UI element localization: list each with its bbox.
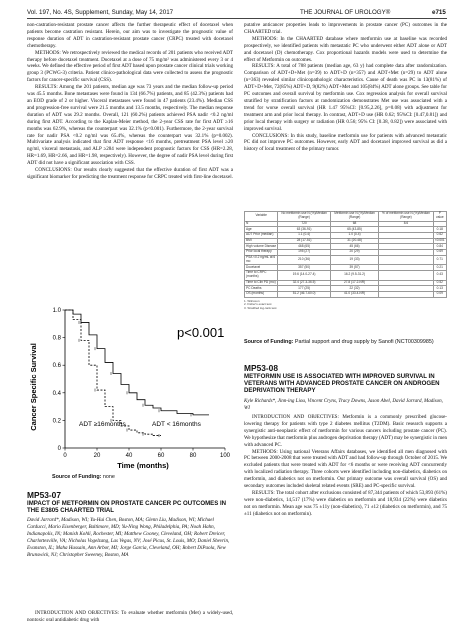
table-row xyxy=(245,291,447,297)
table-cell: 8.6 xyxy=(379,221,433,227)
table-cell: 0.21 xyxy=(433,265,446,271)
metformin-outcomes-table xyxy=(244,211,447,327)
x-tick-label: 40 xyxy=(125,453,133,459)
table-row xyxy=(245,255,447,265)
column-header: Variable xyxy=(245,212,278,222)
table-cell: 65 (43-85) xyxy=(330,227,378,233)
column-header: Metformin use N (%)/Median (Range) xyxy=(330,212,378,222)
table-cell: 16.2 (9.5-31.2) xyxy=(330,271,378,281)
table-cell: Time to Clin PD (mo) xyxy=(245,280,278,286)
table-cell: Age xyxy=(245,227,278,233)
left-column-text xyxy=(27,22,233,181)
table-cell: 0.43 xyxy=(433,271,446,281)
table-cell: Docetaxel xyxy=(245,265,278,271)
table-cell: ADT Prior (median) xyxy=(245,232,278,238)
paragraph: CONCLUSIONS: In this study, baseline metformin use for patients with advanced metastatic PC did not improve PC outcomes. However, early ADT and docetaxel improved survival as did a history of local treatment of the primary tumor. xyxy=(244,132,447,153)
legend-adt-lt16: ADT < 16months xyxy=(152,421,201,428)
table-cell: 41.0 (33.4-NR) xyxy=(330,291,378,297)
table-cell: BMI xyxy=(245,238,278,244)
y-tick-label: 1.0 xyxy=(52,308,61,314)
page-number: e715 xyxy=(432,9,446,16)
paragraph: putative anticancer properties leads to improvements in prostate cancer (PC) outcomes in the CHAARTED trial. xyxy=(244,22,447,35)
legend-adt-ge16: ADT ≥16months xyxy=(79,421,126,428)
table-cell: 0.13 xyxy=(433,286,446,292)
table-cell: 39 (57) xyxy=(330,265,378,271)
source-label: Source of Funding: xyxy=(244,339,294,345)
x-tick-label: 20 xyxy=(93,453,101,459)
table-cell: 0.69 xyxy=(433,250,446,256)
table-cell: 0.18 xyxy=(433,227,446,233)
p-value-annotation: p<0.001 xyxy=(177,325,225,340)
source-label: Source of Funding: xyxy=(52,474,102,480)
y-tick-label: 0 xyxy=(57,446,61,452)
table-cell: 19.6 (14.0-27.4) xyxy=(278,271,330,281)
paragraph: METHODS: Using national Veterans Affairs databases, we identified all men diagnosed with PC between 2000-2008 that were treated with ADT and had follow-up through October of 2015. We excluded patients that were treated with ADT for <6 months or were receiving ADT concurrently with localized radiation therapy. Three cohorts were identified including non-diabetics, diabetics on metformin, and diabetics not on metformin. Our primary outcome was overall survival (OS) and secondary outcomes included skeletal related events (SRE) and PC-specific survival. xyxy=(244,448,447,490)
footnote: 1. Wilcoxon xyxy=(244,298,260,303)
table-cell: 27.8 (17.2-NR) xyxy=(330,280,378,286)
x-tick-label: 60 xyxy=(157,453,165,459)
header-rule xyxy=(27,18,447,19)
paragraph: RESULTS: Among the 201 patients, median age was 73 years and the median follow-up period was 45.5 months. Bone metastases were found in 134 (66.7%) patients, and 85 (42.3%) patients had an EOD grade of 2 or higher. Visceral metastases were found in 47 patients (23.4%). Median CSS and progression-free survival were 21.5 months and 13.5 months, respectively. The median response duration of ADT was 29.2 months. Overall, 121 (60.2%) patients achieved PSA nadir <0.2 ng/ml during first ADT. According to the Kaplan-Meier method, the 2-year CSS rate for first ADT ≥16 months was 62.9%, whereas the counterpart was 32.1% (p<0.001). Furthermore, the 2-year survival rate for nadir PSA <0.2 ng/ml was 65.4%, whereas the counterpart was 32.1% (p=0.002). Multivariate analysis indicated that first ADT response <16 months, pretreatment PSA level ≥20 ng/ml, visceral metastasis, and ALP ≥284 were independent prognostic factors for CSS (HR=2.28, HR=1.69, HR=2.66, and HR=1.98, respectively). However, the degree of nadir PSA level during first ADT did not have a significant association with CSS. xyxy=(27,84,233,167)
paragraph: INTRODUCTION AND OBJECTIVES: To evaluate whether metformin (Met) a widely-used, nontoxic oral antidiabetic drug with xyxy=(27,610,233,623)
journal-title-header: THE JOURNAL OF UROLOGY® xyxy=(300,9,391,16)
column-header: P value xyxy=(433,212,446,222)
table-cell: 0.71 xyxy=(433,255,446,265)
table-cell: 0.84 xyxy=(433,244,446,250)
table-cell: 720 xyxy=(278,221,330,227)
table-cell: 1.0 (0-4) xyxy=(330,232,378,238)
source-of-funding-right xyxy=(244,339,447,346)
table-cell: 51.2 (46.7-60.0) xyxy=(278,291,330,297)
x-axis-label: Time (months) xyxy=(117,461,169,470)
table-cell: High volume Disease xyxy=(246,243,277,248)
paragraph: non-castration-resistant prostate cancer affects the further therapeutic effect of docetaxel when patients become castration resistant. Herein, our aim was to investigate the prognostic value of response duration of ADT in castration-resistant prostate cancer (CRPC) treated with docetaxel chemotherapy. xyxy=(27,22,233,49)
table-cell: 32.4 (27.3-36.5) xyxy=(278,280,330,286)
source-value: none xyxy=(102,474,115,480)
table-cell: 28 (17-51) xyxy=(278,238,330,244)
abstract-title-mp53-08: METFORMIN USE IS ASSOCIATED WITH IMPROVED SURVIVAL IN VETERANS WITH ADVANCED PROSTATE CANCER ON ANDROGEN DEPRIVATION THERAPY xyxy=(244,373,440,395)
paragraph: RESULTS: A total of 788 patients (median age, 63 y) had complete data after randomization. Comparison of ADT+D+Met (n=39) to ADT+D (n=357) and ADT+Met (n=29) to ADT alone (n=363) revealed similar clinicopathologic characteristics. Cause of death was PC in 13(81%) of ADT+D+Met, 72(85%) ADT+D, 9(82%) ADT+Met and 105(84%) ADT alone groups. See table for PC outcomes and overall survival by metformin use. Cox regression analysis for overall survival stratified by stratification factors at randomization demonstrates Met use was associated with a trend for worse overall survival (HR 1.47 95%CI: [0.95,2.26], p=0.08) with adjustment for treatment arm and prior local therapy. In contrast, ADT+D use (HR 0.62; 95%CI: [0.47,0.81]) and prior local therapy with surgery or radiation (HR 0.56; 95% CI: [0.38, 0.82]) were associated with improved survival. xyxy=(244,63,447,132)
abstract-authors-mp53-08: Kyle Richards*, Jinn-ing Liou, Vincent Cryns, Tracy Downs, Jason Abel, David Jarrard, Madison, WI xyxy=(244,398,443,411)
table-cell xyxy=(379,291,433,297)
table-row xyxy=(245,271,447,281)
footnote: 2. Fisher's exact test xyxy=(244,302,272,307)
table-cell: 177 (25) xyxy=(278,286,330,292)
table-cell: 45 (66) xyxy=(330,244,378,250)
y-tick-label: 0.8 xyxy=(52,335,61,342)
table-cell: 63 (36-91) xyxy=(278,227,330,233)
table-footnotes xyxy=(244,300,447,311)
column-header: % of metformin use N (%)/Median (Range) xyxy=(379,212,433,222)
y-tick-label: 0.4 xyxy=(52,390,61,397)
y-tick-label: 0.2 xyxy=(52,418,61,425)
table-cell: 31 (20-48) xyxy=(330,238,378,244)
paragraph: METHODS: We retrospectively reviewed the medical records of 201 patients who received ADT therapy before docetaxel treatment. Docetaxel at a dose of 75 mg/m² was administered every 3 or 4 weeks. We defined the effective period of first ADT based upon prostate cancer clinical trials working group 3 (PCWG-3) criteria. Patient clinico-pathological data were collected to assess the prognostic factors for cancer-specific survival (CSS). xyxy=(27,49,233,84)
x-tick-label: 100 xyxy=(219,453,231,459)
footnote: 3. Stratified log-rank test xyxy=(244,306,277,311)
km-survival-chart xyxy=(27,302,233,472)
paragraph: RESULTS: The total cohort after exclusions consisted of 87,344 patients of which 53,893 (61%) were non-diabetics, 14,517 (17%) were diabetics on metformin and 18,934 (22%) were diabetics not on metformin. Mean age was 75 ±11y (non-diabetics), 71 ±12 (diabetics on metformin), and 75 ±11 (diabetics not on metformin). xyxy=(244,489,447,517)
abstract-id-mp53-07: MP53-07 xyxy=(27,490,61,500)
table-cell: 68 xyxy=(330,221,378,227)
table-cell: PSA <0.2 ng/mL at 6 mo xyxy=(245,255,278,265)
table-cell: 1.1 (0-4) xyxy=(278,232,330,238)
table-cell: 0.09 xyxy=(433,291,446,297)
table-cell: 468 (65) xyxy=(278,244,330,250)
table-cell: N xyxy=(245,221,278,227)
table-cell: OS (months) xyxy=(245,291,278,297)
table-cell xyxy=(379,255,433,265)
table-cell: 22 (32) xyxy=(330,286,378,292)
table-cell: 195 (27) xyxy=(278,250,330,256)
table-cell: <0.001 xyxy=(434,238,445,243)
table-cell: 357 (50) xyxy=(278,265,330,271)
table-cell: 210 (36) xyxy=(278,255,330,265)
table-cell: Prior local therapy xyxy=(245,250,278,256)
right-column-text xyxy=(244,22,447,153)
abstract-authors-mp53-07: David Jarrard*, Madison, WI; Yu-Hui Chen, Boston, MA; Glenn Liu, Madison, WI; Michael Carducci, Mario Eisenberger, Baltimore, MD; Yu-Ning Wong, Philadelphia, PA; Noah Hahn, Indianapolis, IN; Manish Kohli, Rochester, MI; Matthew Cooney, Cleveland, OH; Robert Dreicer, Charlottesville, VA; Nicholas Vogelzang, Las Vegas, NV; José Picus, St. Louis, MO; Daniel Shevrin, Evanston, IL; Maha Hussain, Ann Arbor, MI; Jorge Garcia, Cleveland, OH; Robert DiPaola, New Brunswick, NJ; Christopher Sweeney, Boston, MA xyxy=(27,517,230,558)
paragraph: INTRODUCTION AND OBJECTIVES: Metformin is a commonly prescribed glucose-lowering therapy for patients with type 2 diabetes mellitus (T2DM). Basic research supports a synergistic anti-neoplastic effect of metformin for various cancers including prostate cancer (PC). We hypothesize that metformin plus androgen deprivation therapy (ADT) may be synergistic in men with advanced PC. xyxy=(244,414,447,448)
km-chart-svg xyxy=(27,302,233,472)
x-tick-label: 80 xyxy=(189,453,197,459)
journal-volume-header: Vol. 197, No. 4S, Supplement, Sunday, May 14, 2017 xyxy=(27,9,174,16)
table-cell: Time to CRPC (months) xyxy=(245,271,278,281)
source-value: Partial support and drug supply by Sanofi (NCT00309985) xyxy=(294,339,434,345)
table-cell: 0.52 xyxy=(433,280,446,286)
abstract-intro-mp53-07 xyxy=(27,610,233,624)
column-header: No metformin use N (%)/Median (Range) xyxy=(278,212,330,222)
table-header-row xyxy=(245,212,447,222)
table-cell: 20 (29) xyxy=(330,250,378,256)
paragraph: CONCLUSIONS: Our results clearly suggested that the effective duration of first ADT was a significant biomarker for predicting the treatment response for CRPC treated with first-line docetaxel. xyxy=(27,167,233,180)
x-tick-label: 0 xyxy=(63,453,67,459)
paragraph: METHODS: In the CHAARTED database where metformin use at baseline was recorded prospectively, we identified patients with metastatic PC who underwent either ADT alone or ADT and docetaxel (D) chemotherapy. Cox proportional hazards models were used to determine the effect of Metformin on outcomes. xyxy=(244,35,447,63)
y-axis-label: Cancer Specific Survival xyxy=(29,343,38,431)
source-of-funding-left xyxy=(52,474,115,480)
abstract-id-mp53-08: MP53-08 xyxy=(244,363,278,373)
y-tick-label: 0.6 xyxy=(52,363,61,370)
table-cell: 19 (33) xyxy=(330,255,378,265)
table-cell xyxy=(379,271,433,281)
table-cell: 0.62 xyxy=(433,232,446,238)
abstract-body-mp53-08 xyxy=(244,414,447,518)
table-cell: PC Deaths xyxy=(245,286,278,292)
abstract-title-mp53-07: IMPACT OF METFORMIN ON PROSTATE CANCER PC OUTCOMES IN THE E3805 CHAARTED TRIAL xyxy=(27,500,227,515)
